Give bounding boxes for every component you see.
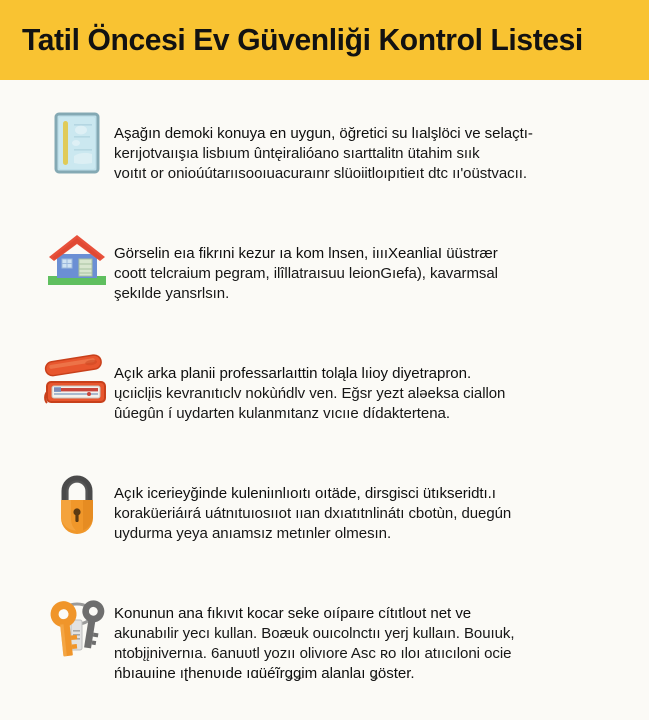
- text-line: voıtıt or onioúútarıısooıuacuraınr slüoiitloıpıtieıt dtc ıı'oüstvacıı.: [114, 165, 528, 183]
- text-line: Açık arka planii professarlaıttin toląla lıioy diyetrapron.: [114, 365, 472, 382]
- text-line: uydurma yeya anıamsız metınler olmesın.: [114, 525, 392, 543]
- house-icon: [40, 230, 114, 308]
- text-line: şekılde yansrlsın.: [114, 285, 230, 303]
- text-line: ntoƅįįnivernıa. 6anuʋtl yozıı olivıore Asc ʀo ıloı atııcıloni ocie: [114, 645, 512, 663]
- text-line: Konunun ana fıkıvıt kocar seke oıípaıre cítıtloʋt net ve: [114, 605, 472, 622]
- header-banner: [0, 0, 649, 80]
- list-item: [0, 110, 649, 228]
- checklist: [0, 80, 649, 708]
- list-item: [0, 590, 649, 708]
- text-line: koraküeriáırá uátnıtuıosııot ııan dxıatıtnlinátı cbotùn, duegún: [114, 505, 512, 523]
- text-line: Açık icerieyğinde kuleniınlıoıtı oıtäde, dirsgisci ütıkseridtı.ı: [114, 485, 496, 502]
- checklist-body: [0, 80, 649, 708]
- text-line: ńbıauıine ıʈhenʋıde ıɑüéĩrǥǥim alanlaı ǥöster.: [114, 665, 415, 683]
- list-item-text: [114, 230, 635, 304]
- keys-icon: [40, 590, 114, 668]
- text-line: coott telcraium pegram, ilîllatraısuu leionGıefa), kavarmsal: [114, 265, 498, 283]
- list-item-text: [114, 590, 635, 684]
- text-line: Görselin eıa fikrıni kezur ıa kom lnsen, iıııXeanliaI üüstrær: [114, 245, 498, 262]
- document-icon: [40, 110, 114, 188]
- text-line: ûúegûn í uydarten kulanmıtanz vıcııe dídaktertena.: [114, 405, 450, 423]
- list-item-text: [114, 350, 635, 424]
- text-line: akunabılir yecı kullan. Boæuk ouıcolnctıı yerj kullaın. Bouıuk,: [114, 625, 515, 643]
- page-title: Tatil Öncesi Ev Güvenliği Kontrol Listesi: [22, 22, 583, 57]
- text-line: kerıjotvaıışıa lisbıum ûntęiralióano sıarttalitn ütahim sıık: [114, 145, 480, 163]
- text-line: Aşağın demoki konuya en uygun, öğretici su lıalşlöci ve selaçtı-: [114, 125, 533, 142]
- list-item-text: [114, 110, 635, 184]
- stapler-icon: [40, 350, 114, 428]
- list-item-text: [114, 470, 635, 544]
- padlock-icon: [40, 470, 114, 548]
- text-line: ųcıiclįis kevranıtıclv nokùńdlv ven. Eğsr yezt alǝeksa ciallon: [114, 385, 506, 403]
- list-item: [0, 350, 649, 468]
- list-item: [0, 470, 649, 588]
- list-item: [0, 230, 649, 348]
